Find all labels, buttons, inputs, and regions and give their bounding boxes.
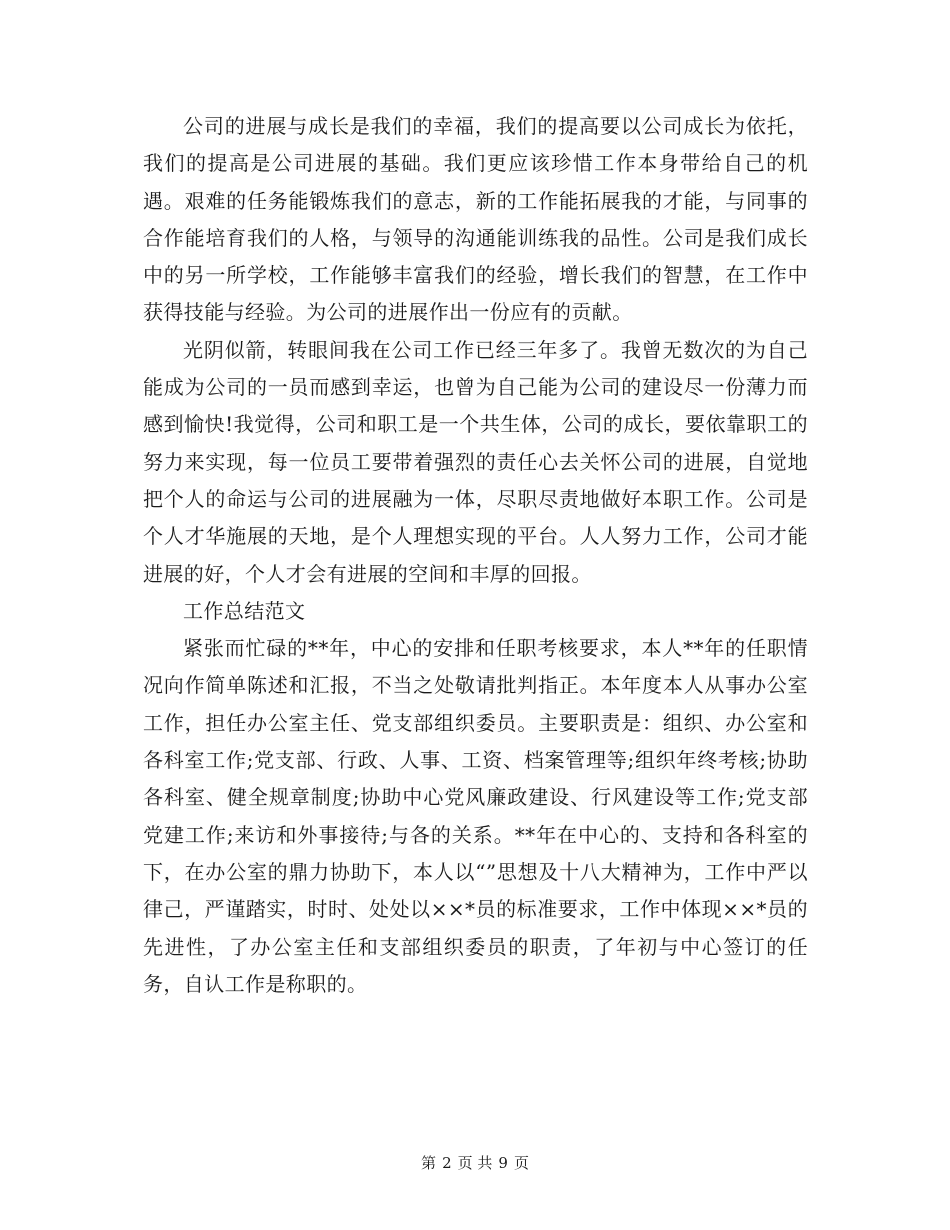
page-label-mid: 页 共 bbox=[457, 1154, 493, 1172]
page-footer bbox=[0, 1153, 950, 1173]
body-paragraph: 紧张而忙碌的**年，中心的安排和任职考核要求，本人**年的任职情况向作简单陈述和汇报，不当之处敬请批判指正。本年度本人从事办公室工作，担任办公室主任、党支部组织委员。主要职责是：组织、办公室和各科室工作;党支部、行政、人事、工资、档案管理等;组织年终考核;协助各科室、健全规章制度;协助中心党风廉政建设、行风建设等工作;党支部党建工作;来访和外事接待;与各的关系。**年在中心的、支持和各科室的下，在办公室的鼎力协助下，本人以“”思想及十八大精神为，工作中严以律己，严谨踏实，时时、处处以××*员的标准要求，工作中体现××*员的先进性，了办公室主任和支部组织委员的职责，了年初与中心签订的任务，自认工作是称职的。 bbox=[143, 636, 808, 996]
section-title: 工作总结范文 bbox=[183, 598, 306, 623]
current-page-number: 2 bbox=[442, 1154, 452, 1172]
page-label-prefix: 第 bbox=[421, 1154, 437, 1172]
page-label-suffix: 页 bbox=[513, 1154, 529, 1172]
document-body bbox=[143, 108, 808, 1003]
body-paragraph: 光阴似箭，转眼间我在公司工作已经三年多了。我曾无数次的为自己能成为公司的一员而感到幸运，也曾为自己能为公司的建设尽一份薄力而感到愉快!我觉得，公司和职工是一个共生体，公司的成长，要依靠职工的努力来实现，每一位员工要带着强烈的责任心去关怀公司的进展，自觉地把个人的命运与公司的进展融为一体，尽职尽责地做好本职工作。公司是个人才华施展的天地，是个人理想实现的平台。人人努力工作，公司才能进展的好，个人才会有进展的空间和丰厚的回报。 bbox=[143, 337, 808, 586]
body-paragraph: 公司的进展与成长是我们的幸福，我们的提高要以公司成长为依托，我们的提高是公司进展的基础。我们更应该珍惜工作本身带给自己的机遇。艰难的任务能锻炼我们的意志，新的工作能拓展我的才能，与同事的合作能培育我们的人格，与领导的沟通能训练我的品性。公司是我们成长中的另一所学校，工作能够丰富我们的经验，增长我们的智慧，在工作中获得技能与经验。为公司的进展作出一份应有的贡献。 bbox=[143, 114, 808, 325]
total-pages-number: 9 bbox=[498, 1154, 508, 1172]
